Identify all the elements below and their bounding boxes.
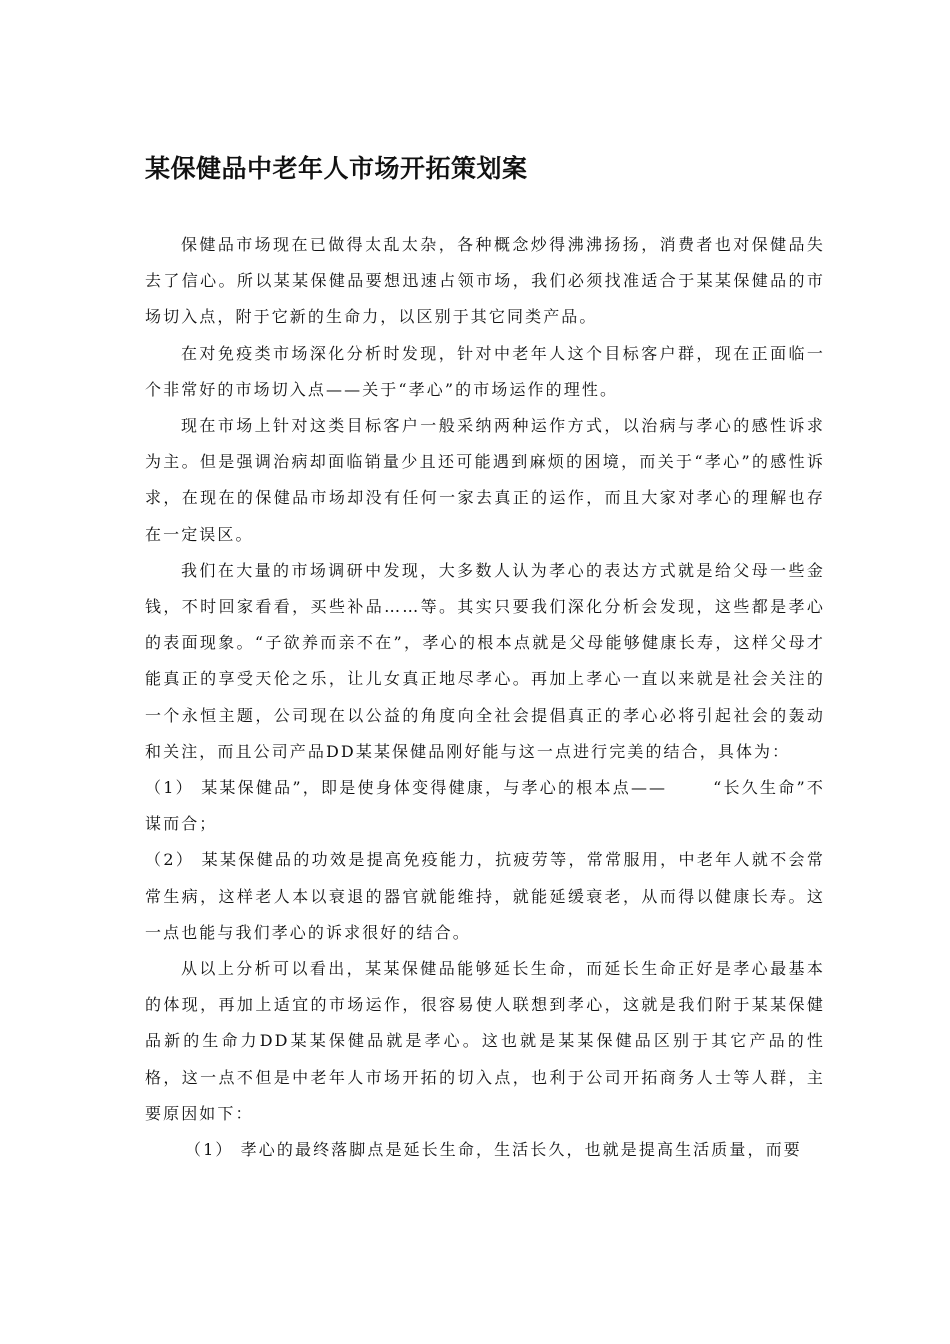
- sub-list-item-1: （1） 孝心的最终落脚点是延长生命，生活长久，也就是提高生活质量，而要: [185, 1140, 802, 1160]
- paragraph-3: 现在市场上针对这类目标客户一般采纳两种运作方式，以治病与孝心的感性诉求为主。但是强调治病却面临销量少且还可能遇到麻烦的困境，而关于“孝心”的感性诉求，在现在的保健品市场却没有任何一家去真正的运作，而且大家对孝心的理解也存在一定误区。: [145, 416, 825, 544]
- paragraph-2: 在对免疫类市场深化分析时发现，针对中老年人这个目标客户群，现在正面临一个非常好的市场切入点——关于“孝心”的市场运作的理性。: [145, 343, 825, 399]
- document-body: [145, 227, 825, 1168]
- list-item-1-part-b: “长久生命”不谋而合；: [145, 778, 825, 834]
- list-item-2: （2） 某某保健品的功效是提高免疫能力，抗疲劳等，常常服用，中老年人就不会常常生病，这样老人本以衰退的器官就能维持，就能延缓衰老，从而得以健康长寿。这一点也能与我们孝心的诉求很好的结合。: [145, 850, 825, 942]
- document-title: 某保健品中老年人市场开拓策划案: [145, 154, 528, 183]
- list-item-1: [145, 770, 825, 842]
- paragraph-1: 保健品市场现在已做得太乱太杂，各种概念炒得沸沸扬扬，消费者也对保健品失去了信心。所以某某保健品要想迅速占领市场，我们必须找准适合于某某保健品的市场切入点，附于它新的生命力，以区别于其它同类产品。: [145, 235, 825, 327]
- paragraph-5: 从以上分析可以看出，某某保健品能够延长生命，而延长生命正好是孝心最基本的体现，再加上适宜的市场运作，很容易使人联想到孝心，这就是我们附于某某保健品新的生命力DD某某保健品就是孝心。这也就是某某保健品区别于其它产品的性格，这一点不但是中老年人市场开拓的切入点，也利于公司开拓商务人士等人群，主要原因如下：: [145, 959, 825, 1123]
- paragraph-4: 我们在大量的市场调研中发现，大多数人认为孝心的表达方式就是给父母一些金钱，不时回家看看，买些补品……等。其实只要我们深化分析会发现，这些都是孝心的表面现象。“子欲养而亲不在”，孝心的根本点就是父母能够健康长寿，这样父母才能真正的享受天伦之乐，让儿女真正地尽孝心。再加上孝心一直以来就是社会关注的一个永恒主题，公司现在以公益的角度向全社会提倡真正的孝心必将引起社会的轰动和关注，而且公司产品DD某某保健品刚好能与这一点进行完美的结合，具体为：: [145, 560, 825, 761]
- list-item-1-part-a: （1） 某某保健品”，即是使身体变得健康，与孝心的根本点——: [145, 778, 668, 798]
